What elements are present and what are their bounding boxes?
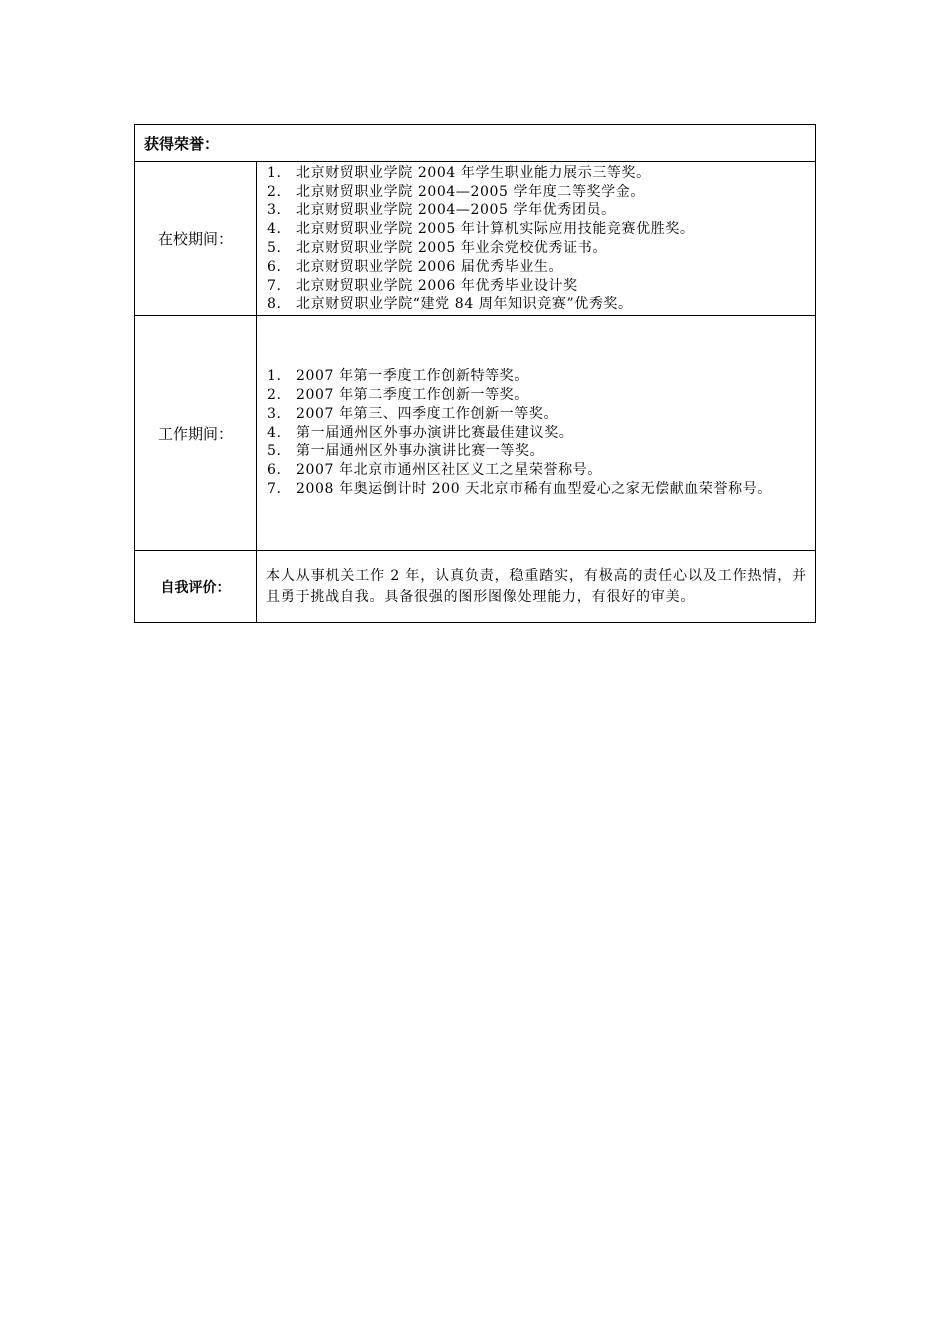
list-item [267,480,815,499]
list-item [267,183,815,202]
item-number: 4. [267,424,282,441]
item-number: 5. [267,443,282,460]
item-number: 1. [267,368,282,385]
item-text: 2007 年第三、四季度工作创新一等奖。 [296,405,559,422]
list-item [267,201,815,220]
item-text: 北京财贸职业学院 2005 年计算机实际应用技能竞赛优胜奖。 [296,221,695,238]
item-text: 北京财贸职业学院 2006 届优秀毕业生。 [296,258,564,275]
item-text: 北京财贸职业学院 2004 年学生职业能力展示三等奖。 [296,164,651,181]
item-number: 2. [267,183,282,200]
list-item [267,258,815,277]
school-awards-cell [257,162,816,316]
self-eval-label: 自我评价： [135,551,257,623]
item-text: 北京财贸职业学院 2006 年优秀毕业设计奖 [296,277,578,294]
work-awards-list [257,367,815,499]
item-text: 北京财贸职业学院“建党 84 周年知识竞赛”优秀奖。 [296,296,633,313]
list-item [267,461,815,480]
list-item [267,442,815,461]
list-item [267,367,815,386]
list-item [267,424,815,443]
honors-header: 获得荣誉： [135,125,816,162]
item-text: 2007 年第一季度工作创新特等奖。 [296,368,529,385]
list-item [267,405,815,424]
item-number: 7. [267,277,282,294]
work-period-label: 工作期间： [135,316,257,551]
item-number: 5. [267,240,282,256]
list-item [267,277,815,296]
self-eval-text: 本人从事机关工作 2 年，认真负责，稳重踏实，有极高的责任心以及工作热情，并且勇于挑战自我。具备很强的图形图像处理能力，有很好的审美。 [266,568,807,605]
item-text: 北京财贸职业学院 2004—2005 学年度二等奖学金。 [296,183,645,200]
school-awards-list [257,164,815,314]
work-period-row [135,316,816,551]
item-number: 8. [267,296,282,313]
item-text: 2007 年北京市通州区社区义工之星荣誉称号。 [296,462,602,479]
item-text: 2008 年奥运倒计时 200 天北京市稀有血型爱心之家无偿献血荣誉称号。 [296,480,772,497]
item-number: 4. [267,221,282,238]
item-number: 2. [267,387,282,403]
item-text: 2007 年第二季度工作创新一等奖。 [296,387,529,403]
item-number: 6. [267,462,282,479]
work-awards-cell [257,316,816,551]
item-number: 1. [267,164,282,181]
list-item [267,220,815,239]
item-text: 第一届通州区外事办演讲比赛一等奖。 [296,443,545,460]
school-period-label: 在校期间： [135,162,257,316]
item-text: 北京财贸职业学院 2005 年业余党校优秀证书。 [296,240,607,256]
item-text: 北京财贸职业学院 2004—2005 学年优秀团员。 [296,202,616,219]
list-item [267,164,815,183]
self-eval-cell [257,551,816,623]
honors-table [134,124,816,623]
item-number: 3. [267,202,282,219]
self-eval-row [135,551,816,623]
item-number: 7. [267,480,282,497]
item-number: 3. [267,405,282,422]
item-number: 6. [267,258,282,275]
list-item [267,295,815,314]
honors-header-row [135,125,816,162]
list-item [267,239,815,258]
item-text: 第一届通州区外事办演讲比赛最佳建议奖。 [296,424,574,441]
list-item [267,386,815,405]
school-period-row [135,162,816,316]
